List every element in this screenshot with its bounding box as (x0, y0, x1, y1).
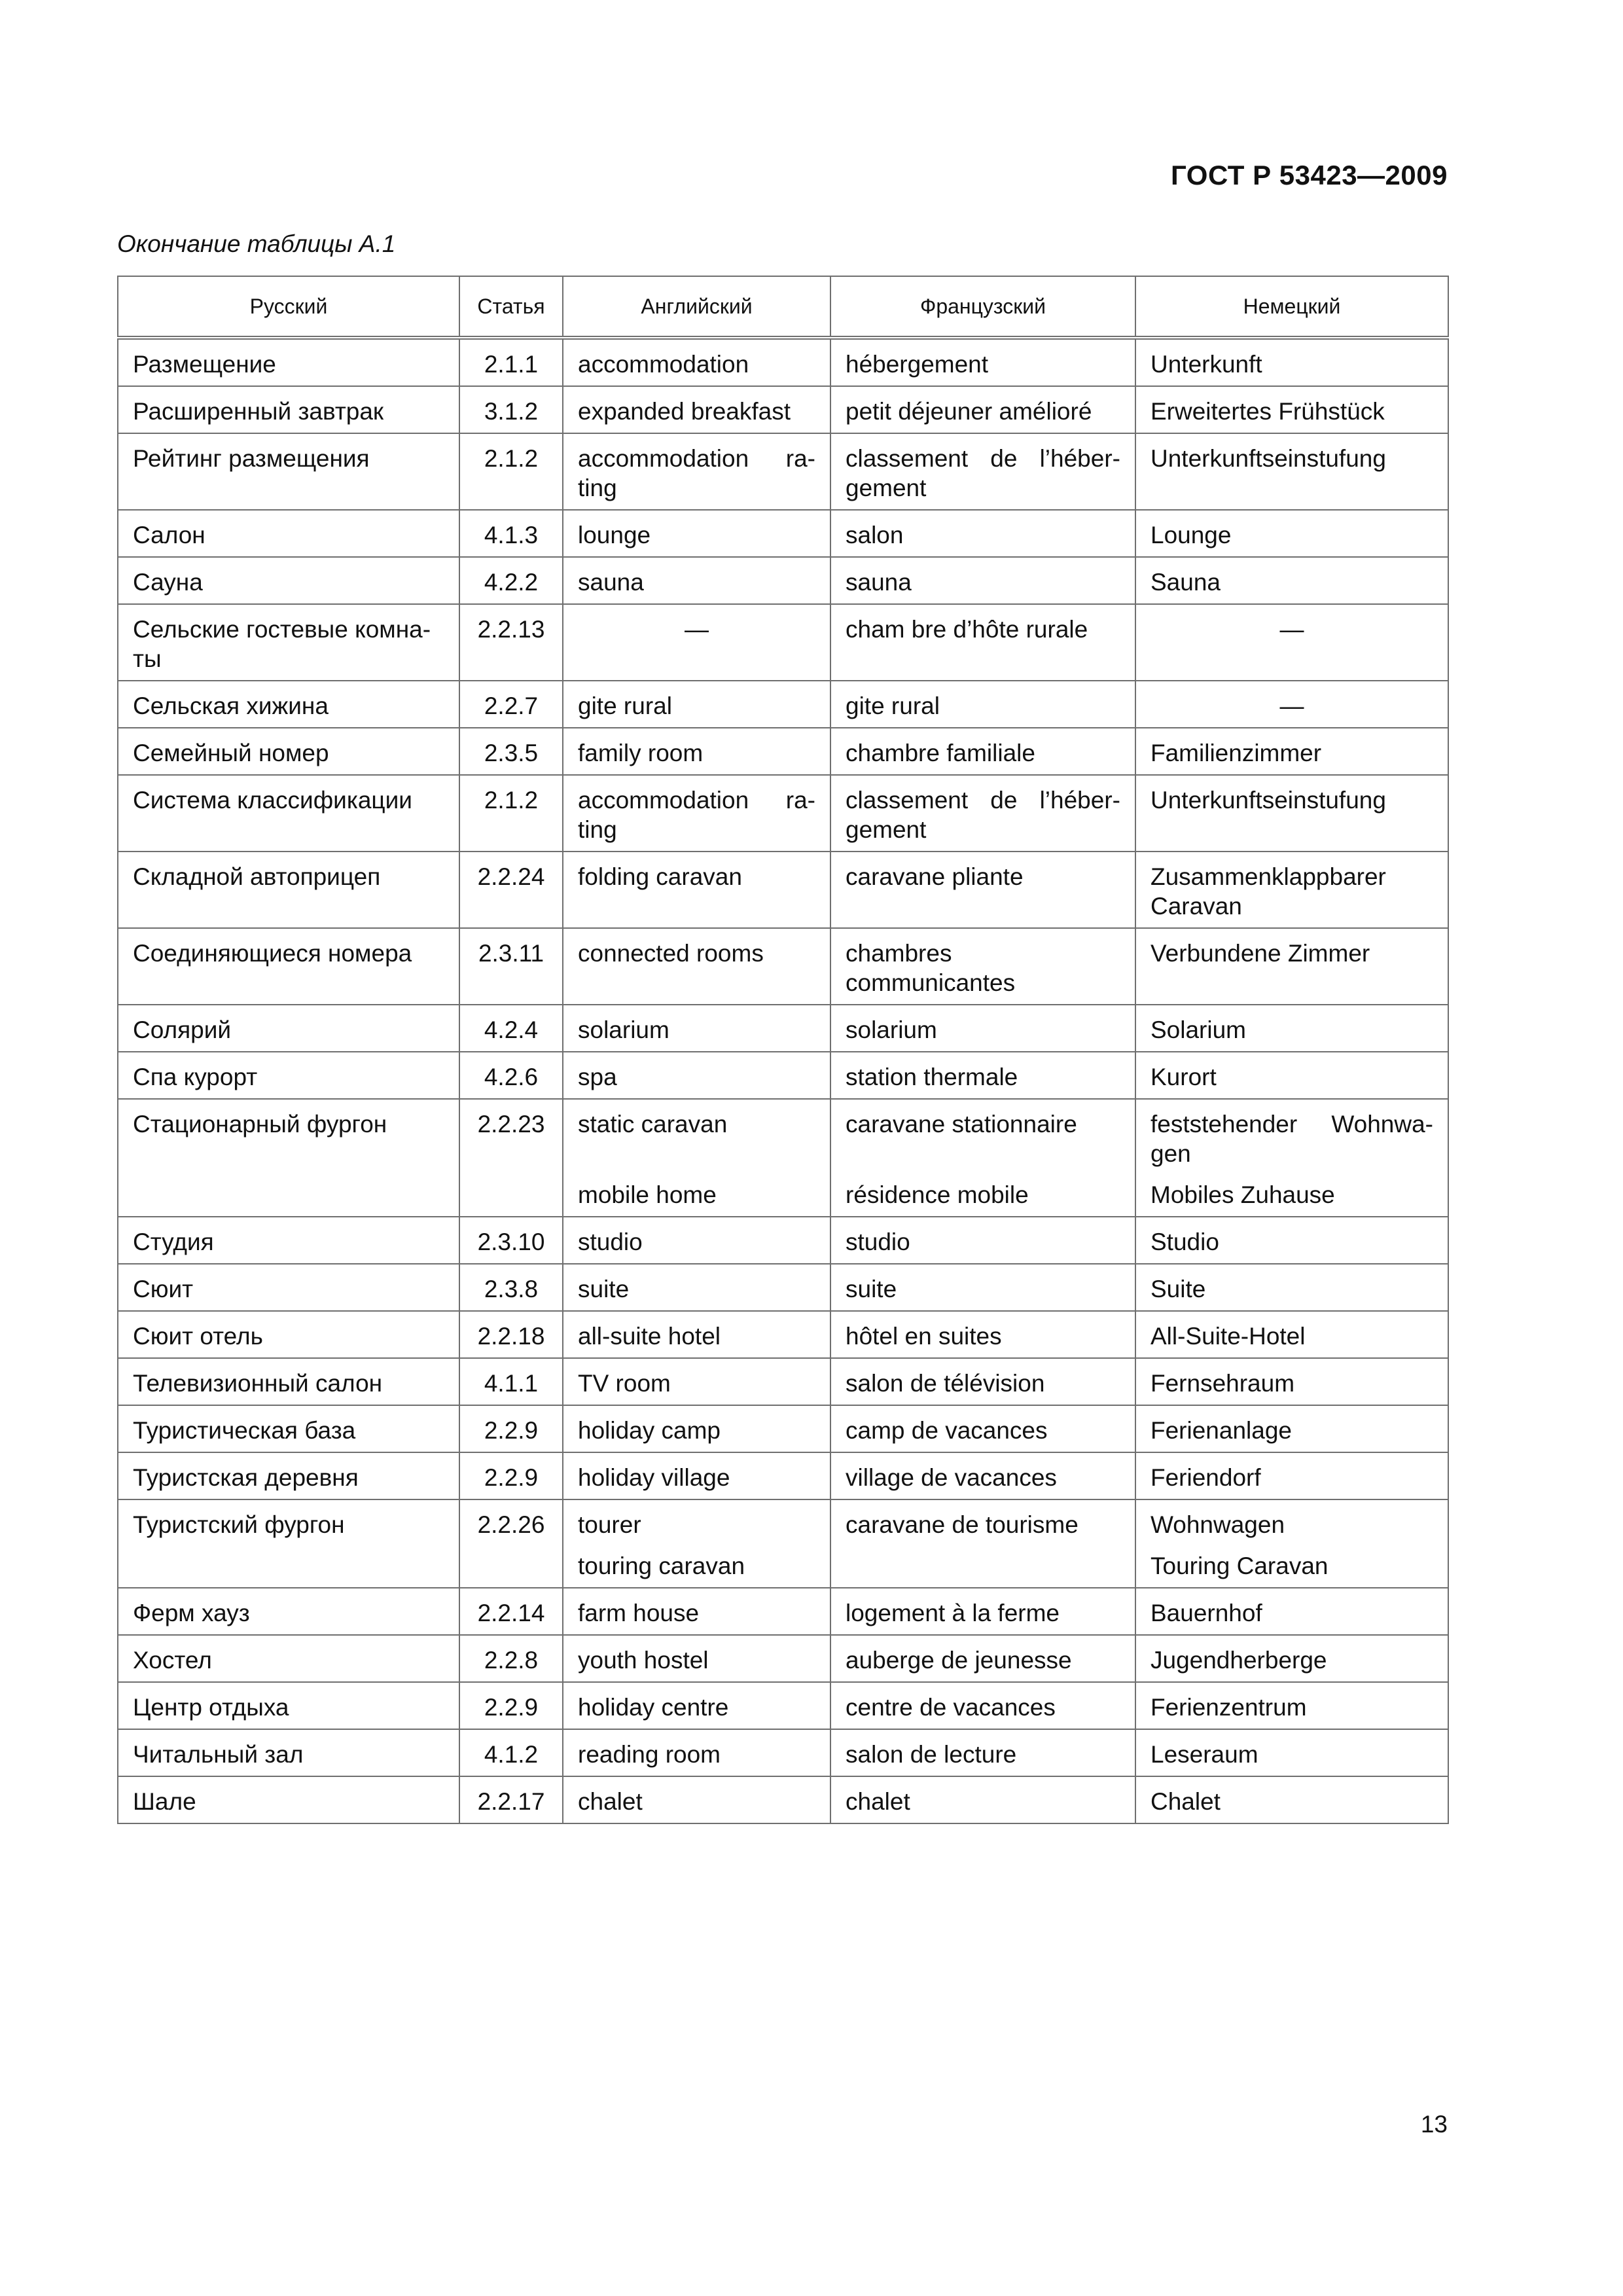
table-row (118, 386, 1448, 433)
text-fragment: classement (846, 787, 969, 814)
text-fragment: résidence mobile (846, 1181, 1029, 1208)
table-row (118, 510, 1448, 557)
cell-german: Bauernhof (1135, 1588, 1448, 1635)
table-row (118, 1499, 1448, 1588)
text-fragment: gement (846, 475, 927, 501)
cell-german: Fernsehraum (1135, 1358, 1448, 1405)
cell-english: gite rural (563, 681, 830, 728)
text-fragment: static caravan (578, 1111, 728, 1138)
text-fragment: chambres (846, 940, 952, 967)
cell-german: Feriendorf (1135, 1452, 1448, 1499)
cell-article: 2.2.9 (459, 1405, 563, 1452)
cell-article: 4.1.3 (459, 510, 563, 557)
terms-table (117, 276, 1449, 1824)
cell-article: 2.3.11 (459, 928, 563, 1005)
cell-german: Sauna (1135, 557, 1448, 604)
text-fragment: feststehender (1150, 1111, 1298, 1138)
cell-english: family room (563, 728, 830, 775)
cell-english (563, 775, 830, 852)
cell-article: 4.1.1 (459, 1358, 563, 1405)
table-row (118, 928, 1448, 1005)
cell-article: 2.2.7 (459, 681, 563, 728)
text-fragment: communicantes (846, 969, 1016, 996)
cell-russian: Туристская деревня (118, 1452, 459, 1499)
cell-german: Suite (1135, 1264, 1448, 1311)
cell-article: 2.2.13 (459, 604, 563, 681)
cell-english: accommodation (563, 338, 830, 386)
cell-russian: Студия (118, 1217, 459, 1264)
page-number: 13 (1420, 2111, 1448, 2138)
cell-french: logement à la ferme (830, 1588, 1135, 1635)
column-header-german: Немецкий (1135, 276, 1448, 338)
text-fragment: Zusammenklappbarer (1150, 863, 1386, 890)
cell-russian: Складной автоприцеп (118, 852, 459, 928)
cell-russian: Телевизионный салон (118, 1358, 459, 1405)
text-fragment: de (990, 445, 1018, 472)
text-fragment: caravane stationnaire (846, 1111, 1077, 1138)
cell-german (1135, 1499, 1448, 1588)
cell-german: Unterkunft (1135, 338, 1448, 386)
cell-french: salon de télévision (830, 1358, 1135, 1405)
text-fragment: mobile home (578, 1181, 717, 1208)
table-row (118, 775, 1448, 852)
text-fragment: Wohnwagen (1150, 1511, 1285, 1538)
text-fragment: de (990, 787, 1018, 814)
cell-article: 2.2.24 (459, 852, 563, 928)
table-row (118, 1635, 1448, 1682)
cell-russian: Сюит (118, 1264, 459, 1311)
table-row (118, 1729, 1448, 1776)
table-row (118, 681, 1448, 728)
cell-french: hôtel en suites (830, 1311, 1135, 1358)
cell-english (563, 433, 830, 510)
cell-french: centre de vacances (830, 1682, 1135, 1729)
table-row (118, 1452, 1448, 1499)
cell-russian: Рейтинг размещения (118, 433, 459, 510)
cell-russian: Солярий (118, 1005, 459, 1052)
cell-article: 3.1.2 (459, 386, 563, 433)
cell-article: 2.1.2 (459, 775, 563, 852)
table-row (118, 1052, 1448, 1099)
table-row (118, 1311, 1448, 1358)
table-caption: Окончание таблицы А.1 (117, 230, 396, 257)
cell-french: camp de vacances (830, 1405, 1135, 1452)
cell-french: auberge de jeunesse (830, 1635, 1135, 1682)
cell-english: lounge (563, 510, 830, 557)
cell-english: youth hostel (563, 1635, 830, 1682)
cell-german: Erweitertes Frühstück (1135, 386, 1448, 433)
cell-french: gite rural (830, 681, 1135, 728)
cell-french: petit déjeuner amélioré (830, 386, 1135, 433)
cell-english: expanded breakfast (563, 386, 830, 433)
cell-russian: Размещение (118, 338, 459, 386)
cell-article: 4.2.2 (459, 557, 563, 604)
cell-russian: Система классификации (118, 775, 459, 852)
table-row (118, 1264, 1448, 1311)
cell-german: Chalet (1135, 1776, 1448, 1823)
cell-german: Lounge (1135, 510, 1448, 557)
cell-article: 2.2.23 (459, 1099, 563, 1217)
cell-russian: Сельская хижина (118, 681, 459, 728)
cell-russian: Центр отдыха (118, 1682, 459, 1729)
cell-french: cham bre d’hôte rurale (830, 604, 1135, 681)
cell-english: chalet (563, 1776, 830, 1823)
text-fragment: gement (846, 816, 927, 843)
cell-english: connected rooms (563, 928, 830, 1005)
text-fragment: ra- (785, 445, 815, 472)
cell-russian (118, 604, 459, 681)
cell-russian: Сюит отель (118, 1311, 459, 1358)
cell-french (830, 1099, 1135, 1217)
table-row (118, 433, 1448, 510)
cell-russian: Читальный зал (118, 1729, 459, 1776)
cell-french (830, 433, 1135, 510)
table-row (118, 1005, 1448, 1052)
cell-article: 4.2.4 (459, 1005, 563, 1052)
cell-article: 2.2.18 (459, 1311, 563, 1358)
text-fragment: touring caravan (578, 1552, 745, 1579)
cell-russian: Соединяющиеся номера (118, 928, 459, 1005)
text-fragment: ты (133, 645, 162, 672)
cell-french: studio (830, 1217, 1135, 1264)
table-row (118, 728, 1448, 775)
cell-german: Studio (1135, 1217, 1448, 1264)
cell-french: salon de lecture (830, 1729, 1135, 1776)
text-fragment: Сельские гостевые комна- (133, 616, 431, 643)
cell-french: caravane pliante (830, 852, 1135, 928)
document-code: ГОСТ Р 53423—2009 (1171, 160, 1448, 190)
cell-russian: Стационарный фургон (118, 1099, 459, 1217)
cell-english: sauna (563, 557, 830, 604)
text-fragment: ra- (785, 787, 815, 814)
text-fragment: gen (1150, 1140, 1191, 1167)
text-fragment: tourer (578, 1511, 641, 1538)
cell-german (1135, 852, 1448, 928)
cell-article: 4.1.2 (459, 1729, 563, 1776)
cell-english: folding caravan (563, 852, 830, 928)
cell-article: 2.1.1 (459, 338, 563, 386)
cell-article: 2.3.10 (459, 1217, 563, 1264)
table-row (118, 852, 1448, 928)
cell-english: farm house (563, 1588, 830, 1635)
text-fragment: accommodation (578, 445, 749, 472)
text-fragment: Wohnwa- (1331, 1111, 1433, 1138)
text-fragment: classement (846, 445, 969, 472)
cell-german: Leseraum (1135, 1729, 1448, 1776)
cell-french: chambre familiale (830, 728, 1135, 775)
cell-article: 2.2.9 (459, 1452, 563, 1499)
cell-english: — (563, 604, 830, 681)
cell-article: 2.2.17 (459, 1776, 563, 1823)
cell-article: 2.3.5 (459, 728, 563, 775)
cell-english: spa (563, 1052, 830, 1099)
cell-russian: Ферм хауз (118, 1588, 459, 1635)
cell-article: 2.1.2 (459, 433, 563, 510)
cell-russian: Расширенный завтрак (118, 386, 459, 433)
cell-article: 2.3.8 (459, 1264, 563, 1311)
text-fragment: Touring Caravan (1150, 1552, 1329, 1579)
cell-russian: Семейный номер (118, 728, 459, 775)
table-row (118, 1405, 1448, 1452)
table-row (118, 1776, 1448, 1823)
cell-english: studio (563, 1217, 830, 1264)
cell-german: — (1135, 681, 1448, 728)
cell-english: TV room (563, 1358, 830, 1405)
cell-english: reading room (563, 1729, 830, 1776)
cell-french: village de vacances (830, 1452, 1135, 1499)
text-fragment: accommodation (578, 787, 749, 814)
cell-german: Unterkunftseinstufung (1135, 775, 1448, 852)
cell-german: — (1135, 604, 1448, 681)
cell-french: salon (830, 510, 1135, 557)
text-fragment: Caravan (1150, 893, 1242, 920)
cell-english: holiday camp (563, 1405, 830, 1452)
text-fragment: ting (578, 475, 617, 501)
text-fragment: l’héber- (1039, 787, 1120, 814)
cell-german: Jugendherberge (1135, 1635, 1448, 1682)
cell-german: Ferienzentrum (1135, 1682, 1448, 1729)
text-fragment: ting (578, 816, 617, 843)
cell-german: Ferienanlage (1135, 1405, 1448, 1452)
table-row (118, 557, 1448, 604)
cell-french (830, 928, 1135, 1005)
column-header-article: Статья (459, 276, 563, 338)
cell-russian: Туристическая база (118, 1405, 459, 1452)
cell-german: Unterkunftseinstufung (1135, 433, 1448, 510)
cell-article: 4.2.6 (459, 1052, 563, 1099)
column-header-russian: Русский (118, 276, 459, 338)
cell-french: hébergement (830, 338, 1135, 386)
cell-article: 2.2.9 (459, 1682, 563, 1729)
cell-german: Solarium (1135, 1005, 1448, 1052)
cell-russian: Сауна (118, 557, 459, 604)
cell-russian: Хостел (118, 1635, 459, 1682)
cell-german (1135, 1099, 1448, 1217)
cell-english: solarium (563, 1005, 830, 1052)
table-row (118, 338, 1448, 386)
cell-article: 2.2.14 (459, 1588, 563, 1635)
cell-article: 2.2.8 (459, 1635, 563, 1682)
cell-russian: Туристский фургон (118, 1499, 459, 1588)
cell-english: all-suite hotel (563, 1311, 830, 1358)
cell-german: Familienzimmer (1135, 728, 1448, 775)
cell-german: Kurort (1135, 1052, 1448, 1099)
table-row (118, 604, 1448, 681)
table-row (118, 1588, 1448, 1635)
text-fragment: l’héber- (1039, 445, 1120, 472)
cell-french: solarium (830, 1005, 1135, 1052)
cell-russian: Шале (118, 1776, 459, 1823)
cell-french: suite (830, 1264, 1135, 1311)
cell-french: sauna (830, 557, 1135, 604)
cell-article: 2.2.26 (459, 1499, 563, 1588)
cell-german: Verbundene Zimmer (1135, 928, 1448, 1005)
cell-english: holiday centre (563, 1682, 830, 1729)
cell-french: chalet (830, 1776, 1135, 1823)
cell-german: All-Suite-Hotel (1135, 1311, 1448, 1358)
cell-french: caravane de tourisme (830, 1499, 1135, 1588)
table-row (118, 1358, 1448, 1405)
cell-english (563, 1499, 830, 1588)
cell-english: suite (563, 1264, 830, 1311)
cell-french (830, 775, 1135, 852)
table-row (118, 1682, 1448, 1729)
cell-french: station thermale (830, 1052, 1135, 1099)
text-fragment: Mobiles Zuhause (1150, 1181, 1335, 1208)
table-header-row (118, 276, 1448, 338)
column-header-french: Французский (830, 276, 1135, 338)
cell-russian: Салон (118, 510, 459, 557)
table-row (118, 1217, 1448, 1264)
table-row (118, 1099, 1448, 1217)
column-header-english: Английский (563, 276, 830, 338)
cell-russian: Спа курорт (118, 1052, 459, 1099)
cell-english (563, 1099, 830, 1217)
cell-english: holiday village (563, 1452, 830, 1499)
